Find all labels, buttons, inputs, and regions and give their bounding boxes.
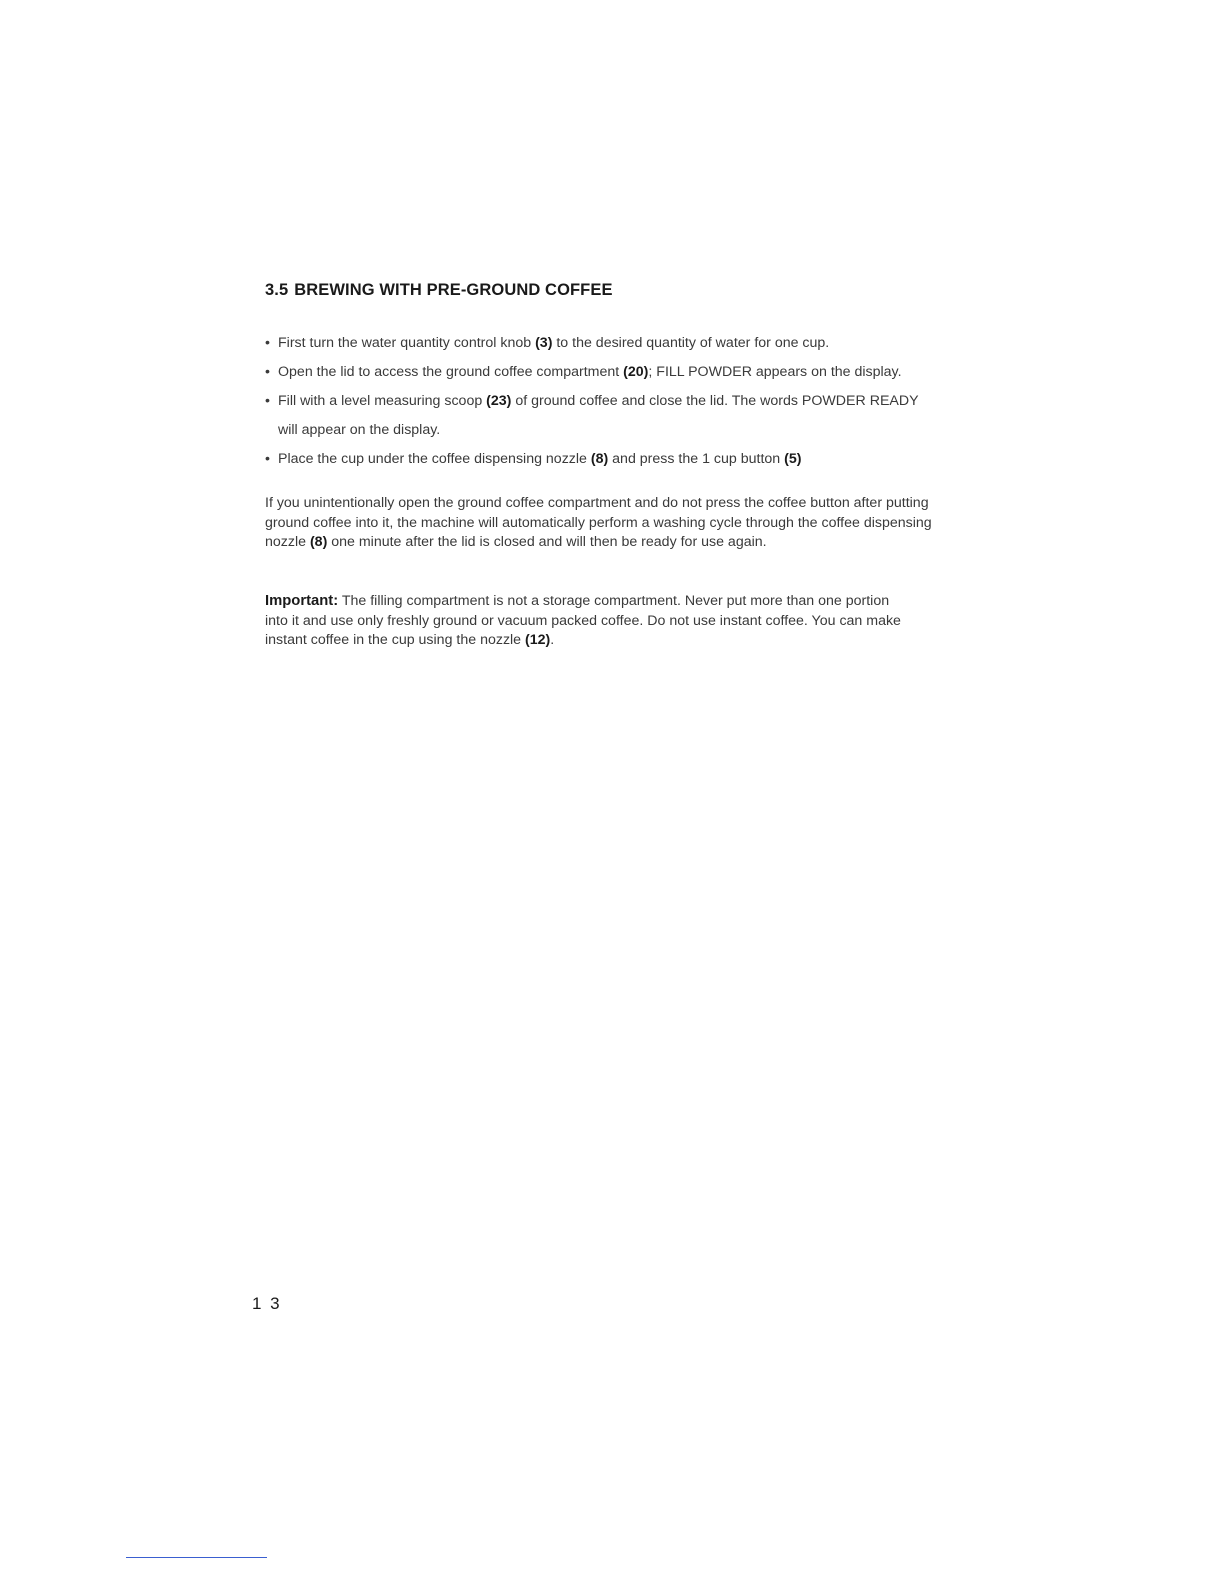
paragraph-line	[265, 631, 965, 651]
instruction-list	[265, 329, 965, 474]
paragraph-text: .	[550, 632, 555, 648]
step-text: Place the cup under the coffee dispensing nozzle	[278, 451, 591, 467]
paragraph-line: into it and use only freshly ground or vacuum packed coffee. Do not use instant coffee. You can make	[265, 612, 901, 629]
step-text: Fill with a level measuring scoop	[278, 393, 487, 409]
paragraph-text: The filling compartment is not a storage compartment. Never put more than one portion	[338, 593, 890, 609]
instruction-step-2	[265, 358, 965, 387]
step-text: First turn the water quantity control knob	[278, 335, 536, 351]
instruction-step-3	[265, 387, 965, 445]
step-text: and press the 1 cup button	[608, 451, 785, 467]
step-text: ; FILL POWDER appears on the display.	[648, 364, 902, 380]
step-text: Open the lid to access the ground coffee compartment	[278, 364, 624, 380]
section-number: 3.5	[265, 281, 289, 299]
important-note	[265, 592, 965, 651]
paragraph-line	[265, 592, 965, 612]
part-reference: (12)	[525, 632, 551, 648]
paragraph-text: instant coffee in the cup using the nozzle	[265, 632, 526, 648]
part-reference: (3)	[535, 335, 553, 351]
part-reference: (20)	[623, 364, 649, 380]
paragraph-line: If you unintentionally open the ground coffee compartment and do not press the coffee button after putting	[265, 495, 929, 511]
washing-cycle-note	[265, 494, 965, 553]
part-reference: (8)	[590, 451, 609, 467]
step-text-continued: will appear on the display.	[278, 422, 441, 438]
paragraph-text: one minute after the lid is closed and will then be ready for use again.	[327, 534, 767, 550]
paragraph-text: nozzle	[265, 534, 310, 550]
section-title-text: BREWING WITH PRE-GROUND COFFEE	[294, 281, 613, 299]
section-title	[265, 281, 613, 300]
part-reference: (23)	[486, 393, 512, 409]
page-number: 1 3	[252, 1294, 282, 1313]
paragraph-line	[265, 533, 965, 553]
paragraph-line: ground coffee into it, the machine will automatically perform a washing cycle through the coffee dispensing	[265, 514, 932, 531]
step-text: of ground coffee and close the lid. The words POWDER READY	[511, 393, 919, 409]
part-reference: (5)	[784, 451, 802, 467]
part-reference: (8)	[309, 534, 328, 550]
instruction-step-4	[265, 445, 965, 474]
footer-rule	[126, 1557, 267, 1558]
instruction-step-1	[265, 329, 965, 358]
step-text: to the desired quantity of water for one cup.	[552, 335, 830, 351]
important-label: Important:	[265, 593, 339, 609]
